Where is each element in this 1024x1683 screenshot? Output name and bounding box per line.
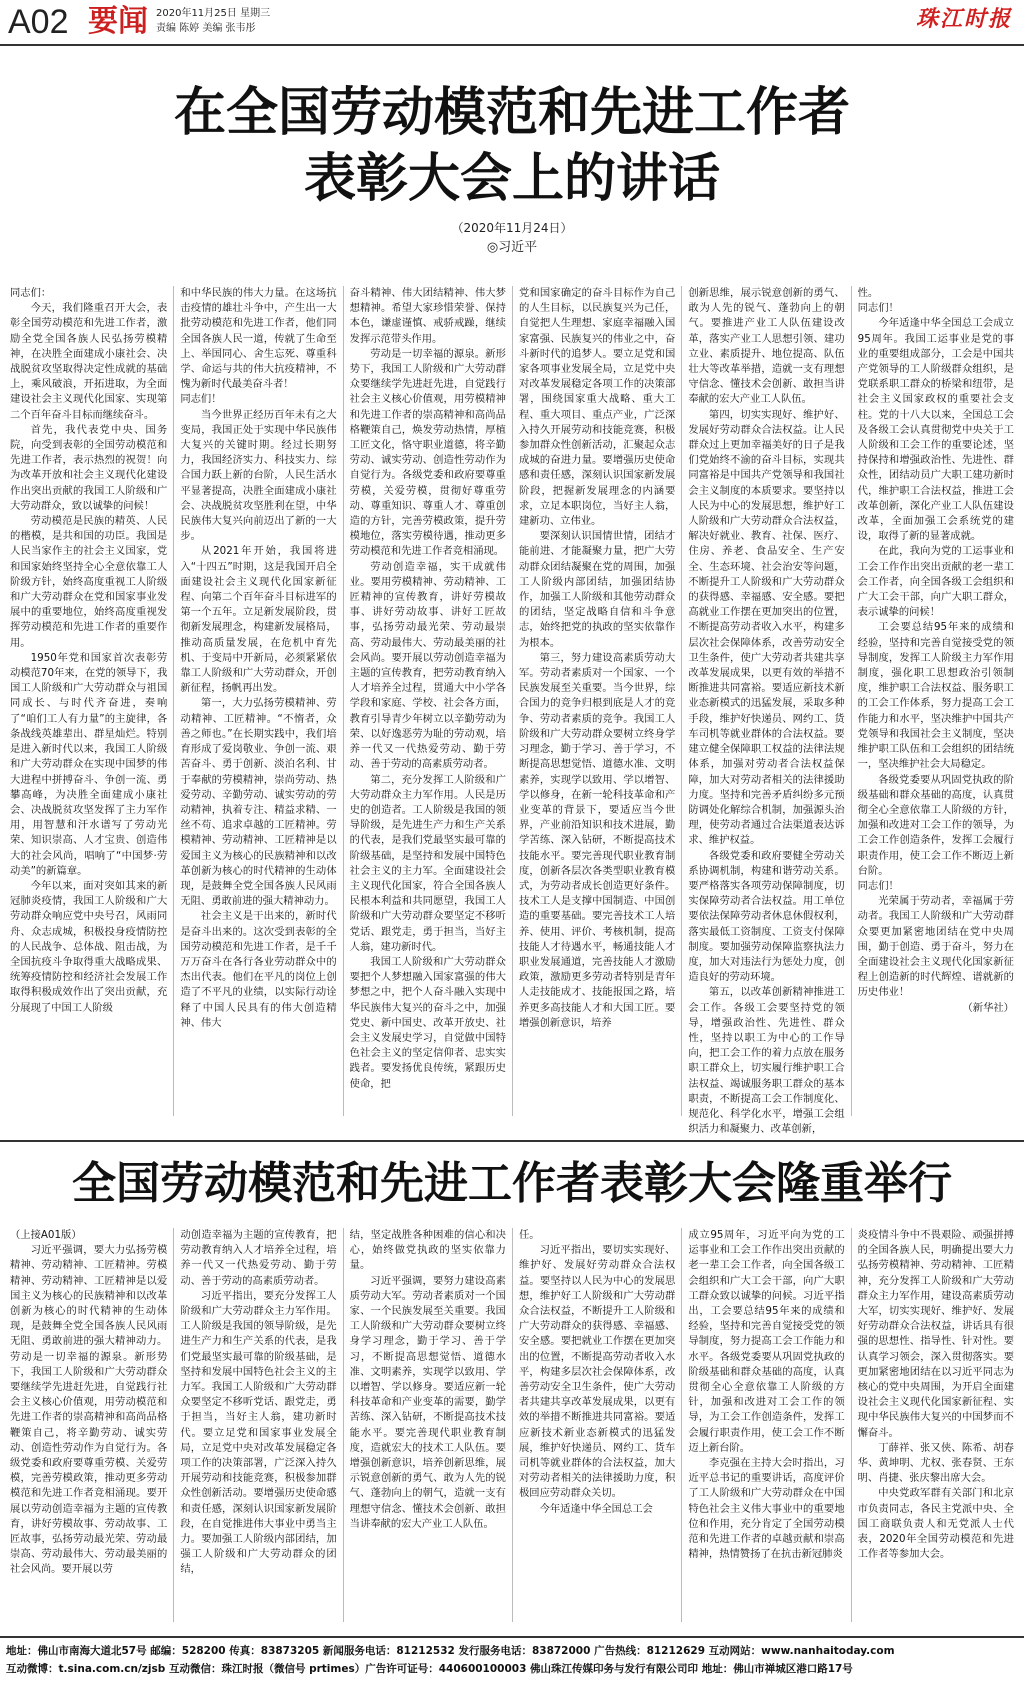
article1-paragraph: 各级党委要从巩固党执政的阶级基础和群众基础的高度，认真贯彻全心全意依靠工人阶级的方针，加强和改进对工会工作的领导，为工会工作创造条件，发挥工会履行职责作用，使工会工作不断迈上新台阶。 (857, 773, 1014, 877)
article1-paragraph: （新华社） (962, 1001, 1014, 1014)
article1-byline: ◎习近平 (486, 240, 538, 255)
article1-paragraph: 今年以来，面对突如其来的新冠肺炎疫情，我国工人阶级和广大劳动群众响应党中央号召，风雨同舟、众志成城，积极投身疫情防控的人民战争、总体战、阻击战，为全国抗疫斗争取得重大战略成果、统筹疫情防控和经济社会发展工作取得积极成效作出了突出贡献，充分展现了中国工人阶级 (10, 879, 168, 1014)
article1-paragraph: 同志们！ (180, 393, 222, 406)
article1-paragraph: 各级党委和政府要健全劳动关系协调机制，构建和谐劳动关系。要严格落实各项劳动保障制度，切实保障劳动者合法权益。用工单位要依法保障劳动者休息休假权利，落实最低工资制度、工资支付保障制度。要加强劳动保障监察执法力度，加大对违法行为惩处力度，创造良好的劳动环境。 (688, 849, 845, 984)
section-name: 要闻 (88, 4, 148, 39)
article-divider (0, 1140, 1024, 1142)
article1-paragraph: 第一，大力弘扬劳模精神、劳动精神、工匠精神。“不惰者，众善之师也。”在长期实践中，我们培育形成了爱岗敬业、争创一流、艰苦奋斗、勇于创新、淡泊名利、甘于奉献的劳模精神，崇尚劳动、热爱劳动、辛勤劳动、诚实劳动的劳动精神，执着专注、精益求精、一丝不苟、追求卓越的工匠精神。劳模精神、劳动精神、工匠精神是以爱国主义为核心的民族精神和以改革创新为核心的时代精神的生动体现，是鼓舞全党全国各族人民风雨无阻、勇敢前进的强大精神动力。 (180, 697, 337, 908)
article2-paragraph: 习近平强调，要努力建设高素质劳动大军。劳动者素质对一个国家、一个民族发展至关重要。我国工人阶级和广大劳动群众要树立终身学习理念，勤于学习、善于学习，不断提高思想觉悟、道德水准、文明素养，实现学以致用、学以增智、学以修身。要适应新一轮科技革命和产业变革的需要，勤学苦练、深入钻研，不断提高技术技能水平。要完善现代职业教育制度，造就宏大的技术工人队伍。要增强创新意识，培养创新思维，展示锐意创新的勇气、敢为人先的锐气、蓬勃向上的朝气，造就一支有理想守信念、懂技术会创新、敢担当讲奉献的宏大产业工人队伍。 (349, 1274, 506, 1530)
article1-column (512, 286, 681, 1116)
article1-dateline: （2020年11月24日） (451, 221, 573, 235)
article2-body (4, 1228, 1020, 1622)
article1-paragraph: 和中华民族的伟大力量。在这场抗击疫情的雄壮斗争中，产生出一大批劳动模范和先进工作者，他们同全国各族人民一道，传就了生命至上、举国同心、舍生忘死、尊重科学、命运与共的伟大抗疫精神，不愧为新时代最美奋斗者！ (180, 287, 337, 391)
article2-paragraph: （上接A01版） (10, 1229, 82, 1241)
article1-body (4, 286, 1020, 1136)
article2-paragraph: 丁薛祥、张又侠、陈希、胡春华、黄坤明、尤权、张春贤、王东明、肖捷、张庆黎出席大会。 (857, 1441, 1014, 1485)
issue-meta (156, 6, 270, 36)
article1-paragraph: 工会要总结95年来的成绩和经验，坚持和完善自觉接受党的领导制度，发挥工人阶级主力军作用制度，强化职工思想政治引领制度，维护职工合法权益、服务职工的工会工作体系，努力提高工会工作能力和水平，坚决维护中国共产党领导和我国社会主义制度，坚决维护职工队伍和工会组织的团结统一，坚决维护社会大局稳定。 (857, 621, 1014, 771)
article2-paragraph: 任。 (518, 1229, 540, 1241)
article1-paragraph: 从2021年开始，我国将进入“十四五”时期，这是我国开启全面建设社会主义现代化国家新征程、向第二个百年奋斗目标进军的第一个五年。立足新发展阶段，贯彻新发展理念，构建新发展格局，推动高质量发展，在危机中育先机、于变局中开新局，必须紧紧依靠工人阶级和广大劳动群众，开创新征程，扬帆再出发。 (180, 545, 337, 695)
article2-column (343, 1228, 512, 1622)
article1-paragraph: 今年适逢中华全国总工会成立95周年。我国工运事业是党的事业的重要组成部分，工会是中国共产党领导的工人阶级群众组织，是党联系职工群众的桥梁和纽带，是社会主义国家政权的重要社会支柱。党的十八大以来，全国总工会及各级工会认真贯彻党中央关于工人阶级和工会工作的重要论述，坚持保持和增强政治性、先进性、群众性，团结动员广大职工建功新时代，维护职工合法权益，推进工会改革创新，深化产业工人队伍建设改革，全面加强工会系统党的建设，取得了新的显著成就。 (857, 317, 1014, 543)
footer-contact-line: 地址：佛山市南海大道北57号 邮编：528200 传真：83873205 新闻服务电话：81212532 发行服务电话：83872000 广告热线：81212629 互动网站：www.nanhaitoday.com (6, 1645, 895, 1657)
page-header (0, 0, 1024, 46)
article2-paragraph: 今年适逢中华全国总工会 (539, 1502, 653, 1515)
article1-paragraph: 第三，努力建设高素质劳动大军。劳动者素质对一个国家、一个民族发展至关重要。当今世界，综合国力的竞争归根到底是人才的竞争、劳动者素质的竞争。我国工人阶级和广大劳动群众要树立终身学习理念，勤于学习、善于学习，不断提高思想觉悟、道德水准、文明素养，实现学以致用、学以增智、学以修身，在新一轮科技革命和产业变革的背景下，要适应当今世界，产业前沿知识和技术进展，勤学苦练、深入钻研，不断提高技术技能水平。要完善现代职业教育制度，创新各层次各类型职业教育模式，为劳动者成长创造更好条件。技术工人是支撑中国制造、中国创造的重要基础。要完善技术工人培养、使用、评价、考核机制，提高技能人才待遇水平，畅通技能人才职业发展通道，完善技能人才激励政策，激励更多劳动者特别是青年人走技能成才、技能报国之路，培养更多高技能人才和大国工匠。要增强创新意识，培养 (518, 651, 676, 1029)
article2-paragraph: 李克强在主持大会时指出，习近平总书记的重要讲话，高度评价了工人阶级和广大劳动群众在中国特色社会主义伟大事业中的重要地位和作用，充分肯定了全国劳动模范和先进工作者的卓越贡献和崇高精神，热情赞扬了在抗击新冠肺炎 (688, 1457, 845, 1561)
article1-paragraph: 首先，我代表党中央、国务院，向受到表彰的全国劳动模范和先进工作者，表示热烈的祝贺！向为改革开放和社会主义现代化建设作出突出贡献的我国工人阶级和广大劳动群众，致以诚挚的问候！ (10, 423, 168, 512)
article1-paragraph: 当今世界正经历百年未有之大变局，我国正处于实现中华民族伟大复兴的关键时期。经过长期努力，我国经济实力、科技实力、综合国力跃上新的台阶，人民生活水平显著提高，决胜全面建成小康社会、决战脱贫攻坚胜利在望，中华民族伟大复兴向前迈出了新的一大步。 (180, 408, 337, 543)
issue-date: 2020年11月25日 星期三 (156, 8, 271, 19)
article2-paragraph: 炎疫情斗争中不畏艰险、顽强拼搏的全国各族人民，明确提出要大力弘扬劳模精神、劳动精神、工匠精神，充分发挥工人阶级和广大劳动群众主力军作用，建设高素质劳动大军，切实实现好、维护好、发展好劳动群众合法权益，讲话具有很强的思想性、指导性、针对性。要认真学习领会，深入贯彻落实。要更加紧密地团结在以习近平同志为核心的党中央周围，为开启全面建设社会主义现代化国家新征程、实现中华民族伟大复兴的中国梦而不懈奋斗。 (857, 1229, 1014, 1439)
article2-column (681, 1228, 850, 1622)
article1-paragraph: 同志们！ (857, 879, 899, 892)
article1-column (851, 286, 1020, 1116)
article2-paragraph: 成立95周年，习近平向为党的工运事业和工会工作作出突出贡献的老一辈工会工作者，向全国各级工会组织和广大工会干部，向广大职工群众致以诚挚的问候。习近平指出，工会要总结95年来的成绩和经验，坚持和完善自觉接受党的领导制度，努力提高工会工作能力和水平。各级党委要从巩固党执政的阶级基础和群众基础的高度，认真贯彻全心全意依靠工人阶级的方针，加强和改进对工会工作的领导，为工会工作创造条件，发挥工会履行职责作用，使工会工作不断迈上新台阶。 (688, 1229, 845, 1454)
article2-paragraph: 动创造幸福为主题的宣传教育，把劳动教育纳入人才培养全过程，培养一代又一代热爱劳动、勤于劳动、善于劳动的高素质劳动者。 (180, 1229, 337, 1287)
article1-paragraph: 同志们！ (857, 302, 899, 315)
article1-paragraph: 同志们： (10, 287, 52, 299)
article1-paragraph: 创新思维，展示锐意创新的勇气、敢为人先的锐气、蓬勃向上的朝气。要推进产业工人队伍建设改革，落实产业工人思想引领、建功立业、素质提升、地位提高、队伍壮大等改革举措，造就一支有理想守信念、懂技术会创新、敢担当讲奉献的宏大产业工人队伍。 (688, 287, 845, 406)
article2-paragraph: 习近平指出，要切实实现好、维护好、发展好劳动群众合法权益。要坚持以人民为中心的发展思想，维护好工人阶级和广大劳动群众合法权益，不断提升工人阶级和广大劳动群众的获得感、幸福感、安全感。要把就业工作摆在更加突出的位置，不断提高劳动者收入水平，构建多层次社会保障体系，改善劳动安全卫生条件，使广大劳动者共建共享改革发展成果，以更有效的举措不断推进共同富裕。要适应新技术新业态新模式的迅猛发展，维护好快递员、网约工、货车司机等就业群体的合法权益，加大对劳动者相关的法律援助力度，积极回应劳动群众关切。 (518, 1244, 676, 1500)
article1-paragraph: 劳动模范是民族的精英、人民的楷模，是共和国的功臣。我国是人民当家作主的社会主义国家，党和国家始终坚持全心全意依靠工人阶级方针，始终高度重视工人阶级和广大劳动群众在党和国家事业发展中的重要地位，始终高度重视发挥劳动模范和先进工作者的重要作用。 (10, 515, 168, 649)
article2-paragraph: 习近平强调，要大力弘扬劳模精神、劳动精神、工匠精神。劳模精神、劳动精神、工匠精神是以爱国主义为核心的民族精神和以改革创新为核心的时代精神的生动体现，是鼓舞全党全国各族人民风雨无阻、勇敢前进的强大精神动力。劳动是一切幸福的源泉。新形势下，我国工人阶级和广大劳动群众要继续学先进赶先进，自觉践行社会主义核心价值观，用劳动模范和先进工作者的崇高精神和高尚品格鞭策自己，将辛勤劳动、诚实劳动、创造性劳动作为自觉行为。各级党委和政府要尊重劳模、关爱劳模，完善劳模政策，推动更多劳动模范和先进工作者竞相涌现。要开展以劳动创造幸福为主题的宣传教育，讲好劳模故事、劳动故事、工匠故事，弘扬劳动最光荣、劳动最崇高、劳动最伟大、劳动最美丽的社会风尚。要开展以劳 (10, 1244, 168, 1576)
article1-column (173, 286, 342, 1116)
article1-paragraph: 今天，我们隆重召开大会，表彰全国劳动模范和先进工作者，激励全党全国各族人民弘扬劳模精神，在决胜全面建成小康社会、决战脱贫攻坚取得决定性成就的基础上，乘风破浪，开拓进取，为全面建设社会主义现代化国家、实现第二个百年奋斗目标而继续奋斗。 (10, 302, 168, 421)
article1-paragraph: 社会主义是干出来的，新时代是奋斗出来的。这次受到表彰的全国劳动模范和先进工作者，是千千万万奋斗在各行各业劳动群众中的杰出代表。他们在平凡的岗位上创造了不平凡的业绩，以实际行动诠释了中国人民具有的伟大创造精神、伟大 (180, 910, 337, 1029)
article1-paragraph: 光荣属于劳动者，幸福属于劳动者。我国工人阶级和广大劳动群众要更加紧密地团结在党中央周围，勤于创造、勇于奋斗，努力在全面建设社会主义现代化国家新征程上创造新的时代辉煌、谱就新的历史伟业！ (857, 895, 1014, 999)
article2-paragraph: 中央党政军群有关部门和北京市负责同志，各民主党派中央、全国工商联负责人和无党派人士代表，2020年全国劳动模范和先进工作者等参加大会。 (857, 1487, 1014, 1561)
article1-paragraph: 要深刻认识国情世情，团结才能前进、才能凝聚力量，把广大劳动群众团结凝聚在党的周围，加强工人阶级内部团结，加强团结协作，加强工人阶级和其他劳动群众的团结，坚定战略自信和斗争意志，始终把党的执政的坚实依靠作为根本。 (518, 530, 676, 649)
article1-paragraph: 劳动是一切幸福的源泉。新形势下，我国工人阶级和广大劳动群众要继续学先进赶先进，自觉践行社会主义核心价值观，用劳模精神和先进工作者的崇高精神和高尚品格鞭策自己，焕发劳动热情，厚植工匠文化，恪守职业道德，将辛勤劳动、诚实劳动、创造性劳动作为自觉行为。各级党委和政府要尊重劳模，关爱劳模，贯彻好尊重劳动、尊重知识、尊重人才、尊重创造的方针，完善劳模政策，提升劳模地位，落实劳模待遇，推动更多劳动模范和先进工作者竞相涌现。 (349, 347, 506, 558)
article1-paragraph: 第二，充分发挥工人阶级和广大劳动群众主力军作用。人民是历史的创造者。工人阶级是我国的领导阶级，是先进生产力和生产关系的代表，是我们党最坚实最可靠的阶级基础，是坚持和发展中国特色社会主义的主力军。全面建设社会主义现代化国家，符合全国各族人民根本利益和共同愿望，我国工人阶级和广大劳动群众要坚定不移听党话、跟党走，勇于担当，当好主人翁，建功新时代。 (349, 773, 506, 953)
article2-headline: 全国劳动模范和先进工作者表彰大会隆重举行 (72, 1158, 952, 1209)
article2-column (851, 1228, 1020, 1622)
article1-paragraph: 性。 (857, 287, 879, 299)
article2-paragraph: 结，坚定战胜各种困难的信心和决心，始终做党执政的坚实依靠力量。 (349, 1229, 506, 1272)
page-number: A02 (8, 3, 69, 41)
article1-paragraph: 第五，以改革创新精神推进工会工作。各级工会要坚持党的领导，增强政治性、先进性、群众性，坚持以职工为中心的工作导向，把工会工作的着力点放在服务职工群众上，切实履行维护职工合法权益、竭诚服务职工群众的基本职责，不断提高工会工作制度化、规范化、科学化水平，增强工会组织活力和凝聚力、改革创新， (688, 986, 845, 1136)
article2-column (512, 1228, 681, 1622)
article2-column (4, 1228, 173, 1622)
article1-headline-line1: 在全国劳动模范和先进工作者 (173, 83, 850, 143)
footer-publisher-line: 互动微博：t.sina.com.cn/zjsb 互动微信：珠江时报（微信号 prtimes）广告许可证号：440600100003 佛山珠江传媒印务与发行有限公司印 地址：佛山市禅城区港口路17号 (6, 1663, 853, 1675)
page-footer (0, 1636, 1024, 1683)
article1-column (4, 286, 173, 1116)
article2-column (173, 1228, 342, 1622)
editor-credits: 责编 陈婷 美编 张韦彤 (156, 23, 256, 34)
article1-paragraph: 我国工人阶级和广大劳动群众要把个人梦想融入国家富强的伟大梦想之中，把个人奋斗融入实现中华民族伟大复兴的奋斗之中，加强党史、新中国史、改革开放史、社会主义发展史学习，自觉做中国特色社会主义的坚定信仰者、忠实实践者。要发扬优良传统，紧跟历史使命，把 (349, 955, 506, 1090)
article1-column (343, 286, 512, 1116)
newspaper-logo: 珠江时报 (915, 6, 1012, 32)
article1-column (681, 286, 850, 1136)
article1-paragraph: 在此，我向为党的工运事业和工会工作作出突出贡献的老一辈工会工作者，向全国各级工会组织和广大工会干部，向广大职工群众，表示诚挚的问候！ (857, 545, 1014, 619)
article2-paragraph: 习近平指出，要充分发挥工人阶级和广大劳动群众主力军作用。工人阶级是我国的领导阶级，是先进生产力和生产关系的代表，是我们党最坚实最可靠的阶级基础，是坚持和发展中国特色社会主义的主力军。我国工人阶级和广大劳动群众要坚定不移听党话、跟党走，勇于担当，当好主人翁，建功新时代。要立足党和国家事业发展全局，立足党中央对改革发展稳定各项工作的决策部署，广泛深入持久开展劳动和技能竞赛，积极参加群众性创新活动。要增强历史使命感和责任感，深刻认识国家新发展阶段，在自觉推进伟大事业中勇当主力。要加强工人阶级内部团结，加强工人阶级和广大劳动群众的团结， (180, 1289, 337, 1576)
article1-paragraph: 第四，切实实现好、维护好、发展好劳动群众合法权益。让人民群众过上更加幸福美好的日子是我们党始终不渝的奋斗目标，实现共同富裕是中国共产党领导和我国社会主义制度的本质要求。要坚持以人民为中心的发展思想，维护好工人阶级和广大劳动群众合法权益，解决好就业、教育、社保、医疗、住房、养老、食品安全、生产安全、生态环境、社会治安等问题，不断提升工人阶级和广大劳动群众的获得感、幸福感、安全感。要把高就业工作摆在更加突出的位置，不断提高劳动者收入水平，构建多层次社会保障体系，改善劳动安全卫生条件，使广大劳动者共建共享改革发展成果，以更有效的举措不断推进共同富裕。要适应新技术新业态新模式的迅猛发展，采取多种手段，维护好快递员、网约工、货车司机等就业群体的合法权益。要建立健全保障职工权益的法律法规体系，加强对劳动者合法权益保障，加大对劳动者相关的法律援助力度。坚持和完善矛盾纠纷多元预防调处化解综合机制，加强源头治理，使劳动者通过合法渠道表达诉求、维护权益。 (688, 408, 845, 847)
article1-headline-line2: 表彰大会上的讲话 (303, 149, 720, 209)
article1-paragraph: 奋斗精神、伟大团结精神、伟大梦想精神。希望大家珍惜荣誉、保持本色，谦虚谨慎、戒骄戒躁，继续发挥示范带头作用。 (349, 287, 506, 345)
article1-paragraph: 1950年党和国家首次表彰劳动模范70年来，在党的领导下，我国工人阶级和广大劳动群众与祖国同成长、与时代齐奋进，奏响了“咱们工人有力量”的主旋律，各条战线英雄辈出、群星灿烂。特别是进入新时代以来，我国工人阶级和广大劳动群众在实现中国梦的伟大进程中拼搏奋斗、争创一流、勇攀高峰，为决胜全面建成小康社会、决战脱贫攻坚发挥了主力军作用，用智慧和汗水谱写了劳动光荣、知识崇高、人才宝贵、创造伟大的社会风尚，唱响了“中国梦·劳动美”的新篇章。 (10, 651, 168, 877)
article1-paragraph: 党和国家确定的奋斗目标作为自己的人生目标，以民族复兴为己任，自觉把人生理想、家庭幸福融入国家富强、民族复兴的伟业之中，奋斗新时代的追梦人。要立足党和国家各项事业发展全局，立足党中央对改革发展稳定各项工作的决策部署，围绕国家重大战略、重大工程、重大项目、重点产业，广泛深入持久开展劳动和技能竞赛，积极参加群众性创新活动，汇聚起众志成城的奋进力量。要增强历史使命感和责任感，深刻认识国家新发展阶段，把握新发展理念的内涵要求，立足本职岗位，当好主人翁，建新功、立伟业。 (518, 287, 676, 528)
article1-paragraph: 劳动创造幸福，实干成就伟业。要用劳模精神、劳动精神、工匠精神的宣传教育，讲好劳模故事、讲好劳动故事、讲好工匠故事，弘扬劳动最光荣、劳动最崇高、劳动最伟大、劳动最美丽的社会风尚。要开展以劳动创造幸福为主题的宣传教育，把劳动教育纳入人才培养全过程，贯通大中小学各学段和家庭、学校、社会各方面，教育引导青少年树立以辛勤劳动为荣、以好逸恶劳为耻的劳动观，培养一代又一代热爱劳动、勤于劳动、善于劳动的高素质劳动者。 (349, 560, 506, 771)
